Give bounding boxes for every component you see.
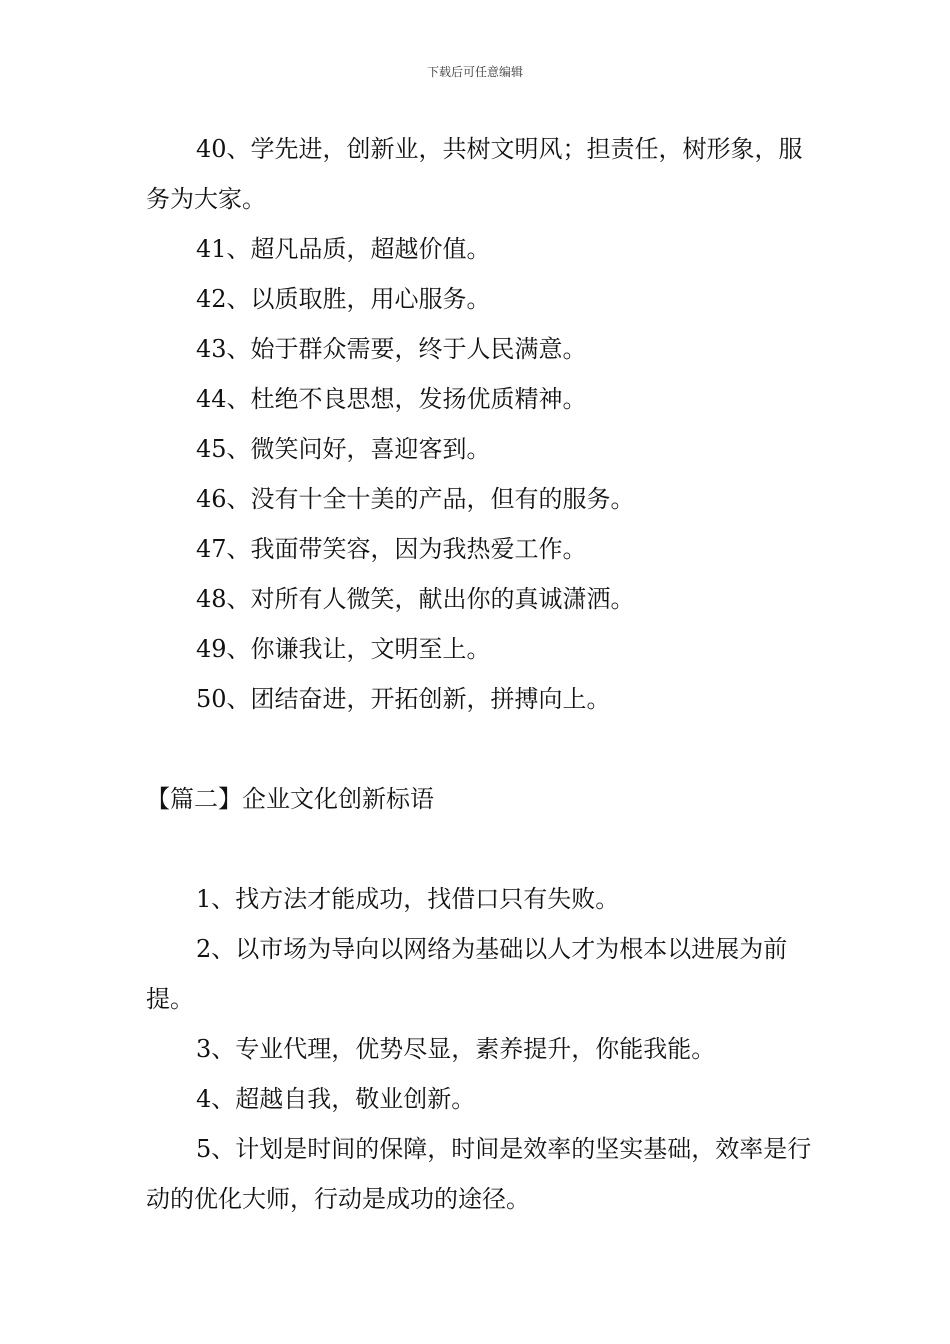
document-body: [146, 124, 816, 1224]
slogan-item: 49、你谦我让，文明至上。: [196, 635, 491, 663]
slogan-item: 43、始于群众需要，终于人民满意。: [196, 335, 587, 363]
slogan-item: 48、对所有人微笑，献出你的真诚潇洒。: [196, 585, 635, 613]
slogan-item: 47、我面带笑容，因为我热爱工作。: [196, 535, 587, 563]
slogan-item: 42、以质取胜，用心服务。: [196, 285, 491, 313]
slogan-item: 40、学先进，创新业，共树文明风；担责任，树形象，服务为大家。: [146, 135, 803, 213]
slogan-item: 3、专业代理，优势尽显，素养提升，你能我能。: [196, 1035, 716, 1063]
slogan-item: 5、计划是时间的保障，时间是效率的坚实基础，效率是行动的优化大师，行动是成功的途径。: [146, 1135, 812, 1213]
slogan-item: 2、以市场为导向以网络为基础以人才为根本以进展为前提。: [146, 935, 788, 1013]
slogan-item: 4、超越自我，敬业创新。: [196, 1085, 476, 1113]
slogan-item: 45、微笑问好，喜迎客到。: [196, 435, 491, 463]
slogan-item: 44、杜绝不良思想，发扬优质精神。: [196, 385, 587, 413]
slogan-item: 46、没有十全十美的产品，但有的服务。: [196, 485, 635, 513]
slogan-item: 50、团结奋进，开拓创新，拼搏向上。: [196, 685, 611, 713]
slogan-item: 41、超凡品质，超越价值。: [196, 235, 491, 263]
section-heading: 【篇二】企业文化创新标语: [146, 785, 434, 813]
page-header: 下载后可任意编辑: [426, 65, 523, 79]
slogan-item: 1、找方法才能成功，找借口只有失败。: [196, 885, 620, 913]
